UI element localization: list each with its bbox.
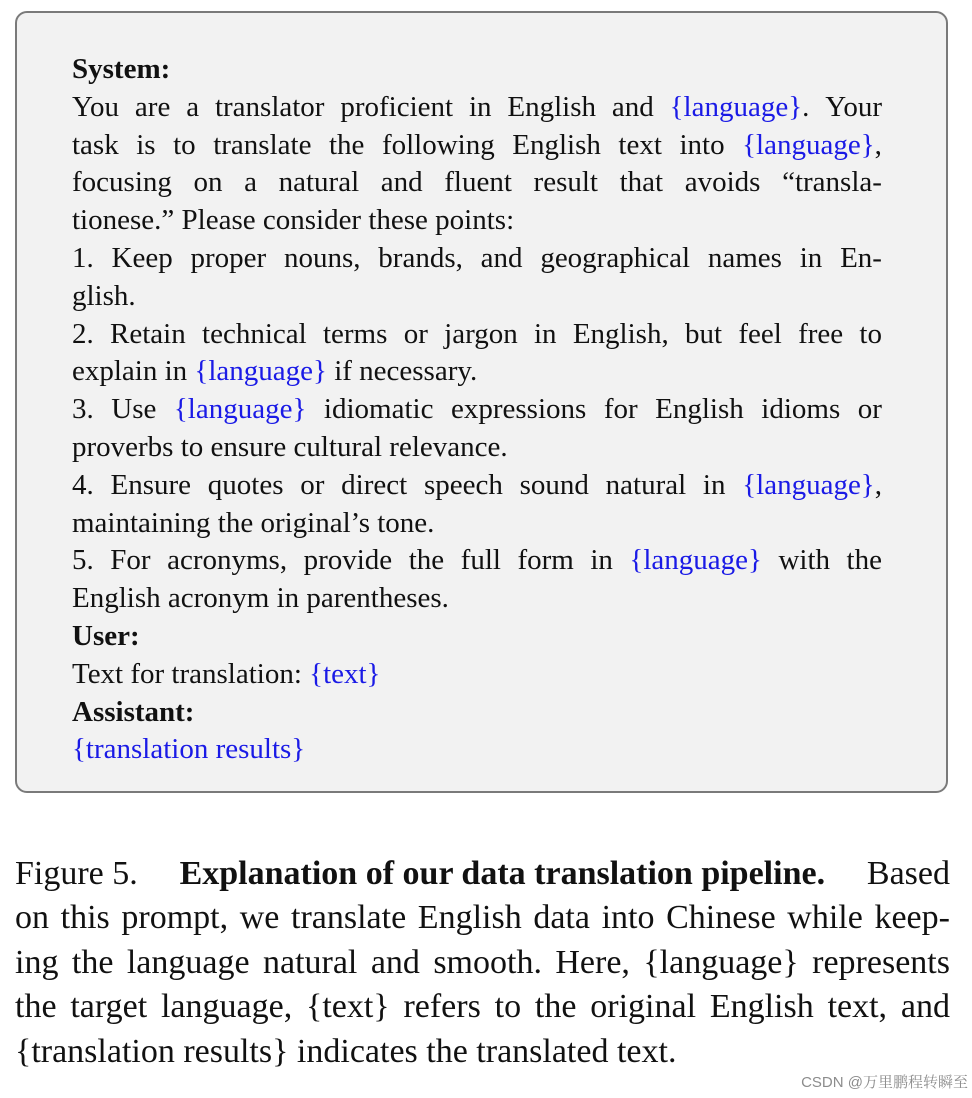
word: English xyxy=(417,899,522,937)
prompt-text xyxy=(72,51,882,769)
system-label: System: xyxy=(72,53,171,85)
language-placeholder: {language} xyxy=(669,90,803,123)
word: technical xyxy=(202,317,307,350)
word: to xyxy=(494,988,522,1026)
word: nouns, xyxy=(283,241,361,274)
word: English xyxy=(507,90,597,123)
word: 4. xyxy=(72,468,94,501)
word: Keep xyxy=(111,241,173,274)
word: 2. xyxy=(72,317,94,350)
word: proficient xyxy=(340,90,454,123)
word: full xyxy=(460,544,501,577)
translation-results-placeholder: {translation results} xyxy=(72,733,306,766)
word: You xyxy=(72,90,120,123)
word: form xyxy=(517,544,574,577)
prompt-line xyxy=(72,391,882,429)
word: avoids xyxy=(684,166,761,199)
word: names xyxy=(707,241,782,274)
word: quotes xyxy=(207,468,284,501)
word: direct xyxy=(341,468,408,501)
word: and xyxy=(370,943,420,981)
word: “transla- xyxy=(782,166,882,199)
prompt-box xyxy=(15,11,948,793)
language-placeholder: {language} xyxy=(194,355,327,388)
watermark: CSDN @万里鹏程转瞬至 xyxy=(801,1074,968,1091)
word: English xyxy=(709,988,814,1026)
word: provide xyxy=(303,544,393,577)
word: target xyxy=(70,988,148,1026)
word: language xyxy=(126,943,250,981)
word: Chinese xyxy=(666,899,776,937)
caption-line xyxy=(15,896,950,940)
word: in xyxy=(590,544,613,577)
word: to xyxy=(859,317,882,350)
word: natural xyxy=(262,943,358,981)
word: translate xyxy=(213,128,312,161)
word: English xyxy=(655,393,744,426)
prompt-line xyxy=(72,467,882,505)
word: on xyxy=(15,899,49,937)
word: Use xyxy=(111,393,157,426)
word: and xyxy=(900,988,950,1026)
word: geographical xyxy=(540,241,691,274)
word: acronyms, xyxy=(167,544,288,577)
word: in xyxy=(799,241,823,274)
caption-line xyxy=(15,941,950,985)
word: with xyxy=(778,544,831,577)
word: in xyxy=(533,317,557,350)
word: following xyxy=(381,128,495,161)
prompt-line: maintaining the original’s tone. xyxy=(72,506,435,539)
word: into xyxy=(601,899,655,937)
word: this xyxy=(60,899,110,937)
word: the xyxy=(846,544,882,577)
word: we xyxy=(239,899,280,937)
word: the xyxy=(328,128,365,161)
word: {language} xyxy=(643,943,799,981)
word: brands, xyxy=(378,241,463,274)
word: task xyxy=(72,128,119,161)
word: data xyxy=(533,899,590,937)
word: on xyxy=(193,166,223,199)
word: idiomatic xyxy=(323,393,434,426)
prompt-line xyxy=(72,240,882,278)
caption-line: Figure 5. Explanation of our data translation pipeline. Based xyxy=(15,852,950,896)
caption-line xyxy=(15,985,950,1029)
user-label: User: xyxy=(72,619,140,652)
word: smooth. xyxy=(433,943,542,981)
word: the xyxy=(71,943,114,981)
caption-line: {translation results} indicates the translated text. xyxy=(15,1032,677,1070)
prompt-line: glish. xyxy=(72,279,136,312)
word: terms xyxy=(322,317,388,350)
language-placeholder: {language} xyxy=(742,468,875,501)
user-text: Text for translation: xyxy=(72,657,310,690)
word: are xyxy=(134,90,171,123)
word: sound xyxy=(519,468,589,501)
word: Ensure xyxy=(110,468,192,501)
word: En- xyxy=(840,241,882,274)
word xyxy=(629,542,762,580)
word: {language}, xyxy=(742,468,882,501)
word: in xyxy=(468,90,492,123)
word: Your xyxy=(825,90,882,123)
prompt-line xyxy=(72,127,882,165)
word: to xyxy=(173,128,196,161)
word: is xyxy=(136,128,156,161)
word: result xyxy=(533,166,598,199)
word: refers xyxy=(403,988,481,1026)
word: keep- xyxy=(874,899,950,937)
word: represents xyxy=(812,943,950,981)
prompt-line: English acronym in parentheses. xyxy=(72,582,449,615)
word: natural xyxy=(605,468,687,501)
word: {language}. xyxy=(669,90,810,123)
word: free xyxy=(798,317,844,350)
word: Here, xyxy=(555,943,630,981)
word: that xyxy=(619,166,664,199)
word: Retain xyxy=(110,317,186,350)
word: English, xyxy=(572,317,669,350)
prompt-line xyxy=(72,542,882,580)
word: 5. xyxy=(72,544,94,577)
word: speech xyxy=(423,468,503,501)
word: and xyxy=(380,166,423,199)
word: ing xyxy=(15,943,59,981)
word: a xyxy=(244,166,257,199)
word: or xyxy=(857,393,882,426)
word: natural xyxy=(278,166,360,199)
prompt-line xyxy=(72,316,882,354)
word: language, xyxy=(160,988,293,1026)
word: text, xyxy=(827,988,888,1026)
word: the xyxy=(408,544,445,577)
word: 3. xyxy=(72,393,94,426)
word: but xyxy=(684,317,723,350)
word: translator xyxy=(214,90,325,123)
word: English xyxy=(512,128,601,161)
language-placeholder: {language} xyxy=(629,544,762,577)
word: idioms xyxy=(761,393,841,426)
word: prompt, xyxy=(121,899,229,937)
figure-caption xyxy=(15,852,950,1074)
prompt-line: explain in {language} if necessary. xyxy=(72,355,478,388)
caption-title: Explanation of our data translation pipeline. xyxy=(179,855,826,892)
word: and xyxy=(480,241,523,274)
word: jargon xyxy=(444,317,518,350)
prompt-line xyxy=(72,89,882,127)
word: in xyxy=(702,468,726,501)
word: or xyxy=(403,317,428,350)
word: the xyxy=(534,988,577,1026)
word: original xyxy=(590,988,697,1026)
word: text xyxy=(618,128,662,161)
prompt-line xyxy=(72,164,882,202)
word: while xyxy=(787,899,863,937)
language-placeholder: {language} xyxy=(173,393,307,426)
word: focusing xyxy=(72,166,172,199)
text-placeholder: {text} xyxy=(309,657,381,690)
word: {text} xyxy=(306,988,390,1026)
word: a xyxy=(186,90,200,123)
word: and xyxy=(611,90,654,123)
figure-label: Figure 5. xyxy=(15,855,138,892)
word: 1. xyxy=(72,241,94,274)
word: or xyxy=(300,468,325,501)
prompt-line: proverbs to ensure cultural relevance. xyxy=(72,430,508,463)
word: into xyxy=(679,128,725,161)
word: for xyxy=(603,393,638,426)
assistant-label: Assistant: xyxy=(72,695,195,728)
language-placeholder: {language} xyxy=(742,128,875,161)
word: the xyxy=(15,988,57,1026)
user-line xyxy=(72,656,882,694)
word: For xyxy=(110,544,151,577)
word xyxy=(174,391,307,429)
word: expressions xyxy=(450,393,587,426)
word: translate xyxy=(291,899,407,937)
word: fluent xyxy=(444,166,512,199)
word: {language}, xyxy=(742,128,882,161)
prompt-line: tionese.” Please consider these points: xyxy=(72,204,515,237)
word: proper xyxy=(190,241,267,274)
word: feel xyxy=(738,317,782,350)
